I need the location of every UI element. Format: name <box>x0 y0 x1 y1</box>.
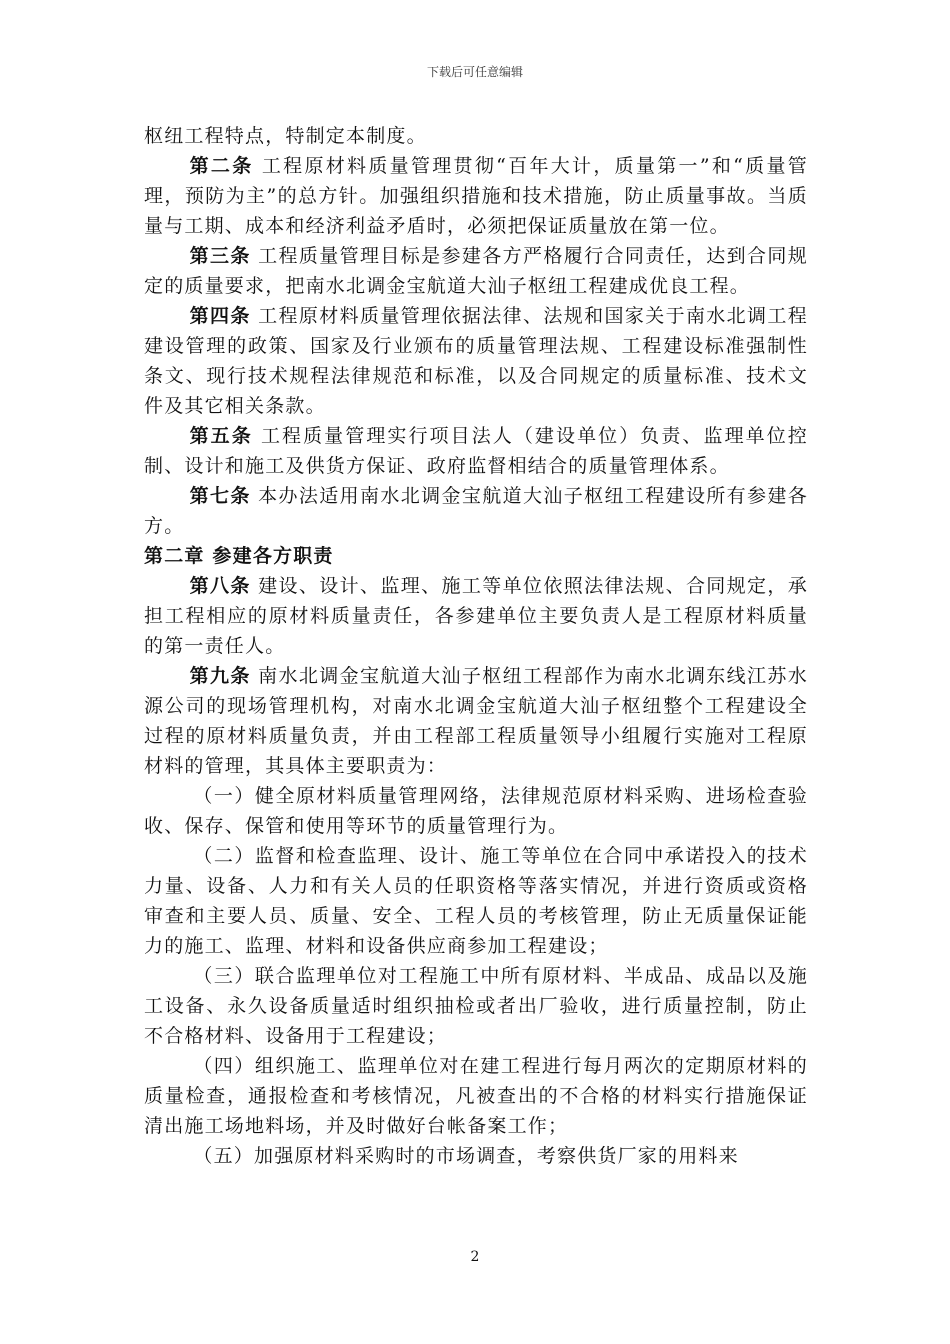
article-label: 第二条 <box>189 155 254 177</box>
list-item: （三）联合监理单位对工程施工中所有原材料、半成品、成品以及施工设备、永久设备质量适时组织抽检或者出厂验收，进行质量控制，防止不合格材料、设备用于工程建设； <box>144 965 808 1047</box>
list-item: （二）监督和检查监理、设计、施工等单位在合同中承诺投入的技术力量、设备、人力和有关人员的任职资格等落实情况，并进行资质或资格审查和主要人员、质量、安全、工程人员的考核管理，防止无质量保证能力的施工、监理、材料和设备供应商参加工程建设； <box>144 845 808 957</box>
article-label: 第九条 <box>189 665 251 687</box>
article-label: 第三条 <box>189 245 251 267</box>
article-text: 工程质量管理实行项目法人（建设单位）负责、监理单位控制、设计和施工及供货方保证、政府监督相结合的质量管理体系。 <box>144 425 809 477</box>
article-text: 南水北调金宝航道大汕子枢纽工程部作为南水北调东线江苏水源公司的现场管理机构，对南水北调金宝航道大汕子枢纽整个工程建设全过程的原材料质量负责，并由工程部工程质量领导小组履行实施对工程原材料的管理，其具体主要职责为： <box>144 665 808 777</box>
article-text: 工程原材料质量管理依据法律、法规和国家关于南水北调工程建设管理的政策、国家及行业颁布的质量管理法规、工程建设标准强制性条文、现行技术规程法律规范和标准，以及合同规定的质量标准、技术文件及其它相关条款。 <box>144 305 808 417</box>
continued-paragraph: 枢纽工程特点，特制定本制度。 <box>144 125 427 147</box>
article-paragraph <box>144 571 808 661</box>
page-number: 2 <box>470 1249 480 1265</box>
article-label: 第八条 <box>189 575 251 597</box>
article-paragraph <box>144 151 808 241</box>
list-item: （四）组织施工、监理单位对在建工程进行每月两次的定期原材料的质量检查，通报检查和考核情况，凡被查出的不合格的材料实行措施保证清出施工场地料场，并及时做好台帐备案工作； <box>144 1055 808 1137</box>
article-label: 第五条 <box>189 425 253 447</box>
list-item: （一）健全原材料质量管理网络，法律规范原材料采购、进场检查验收、保存、保管和使用等环节的质量管理行为。 <box>144 785 808 837</box>
article-text: 建设、设计、监理、施工等单位依照法律法规、合同规定，承担工程相应的原材料质量责任，各参建单位主要负责人是工程原材料质量的第一责任人。 <box>144 575 808 657</box>
article-text: 本办法适用南水北调金宝航道大汕子枢纽工程建设所有参建各方。 <box>144 485 808 537</box>
article-text: 工程质量管理目标是参建各方严格履行合同责任，达到合同规定的质量要求，把南水北调金宝航道大汕子枢纽工程建成优良工程。 <box>144 245 808 297</box>
article-paragraph <box>144 481 808 541</box>
list-item: （五）加强原材料采购时的市场调查，考察供货厂家的用料来 <box>193 1145 739 1167</box>
document-body <box>144 121 808 1171</box>
chapter-heading: 第二章 参建各方职责 <box>144 545 334 567</box>
page-header: 下载后可任意编辑 <box>426 65 523 79</box>
article-paragraph <box>144 421 808 481</box>
article-label: 第七条 <box>189 485 251 507</box>
article-paragraph <box>144 661 808 781</box>
article-label: 第四条 <box>189 305 251 327</box>
article-paragraph <box>144 301 808 421</box>
article-text: 工程原材料质量管理贯彻“百年大计，质量第一”和“质量管理，预防为主”的总方针。加强组织措施和技术措施，防止质量事故。当质量与工期、成本和经济利益矛盾时，必须把保证质量放在第一位。 <box>144 155 808 237</box>
article-paragraph <box>144 241 808 301</box>
